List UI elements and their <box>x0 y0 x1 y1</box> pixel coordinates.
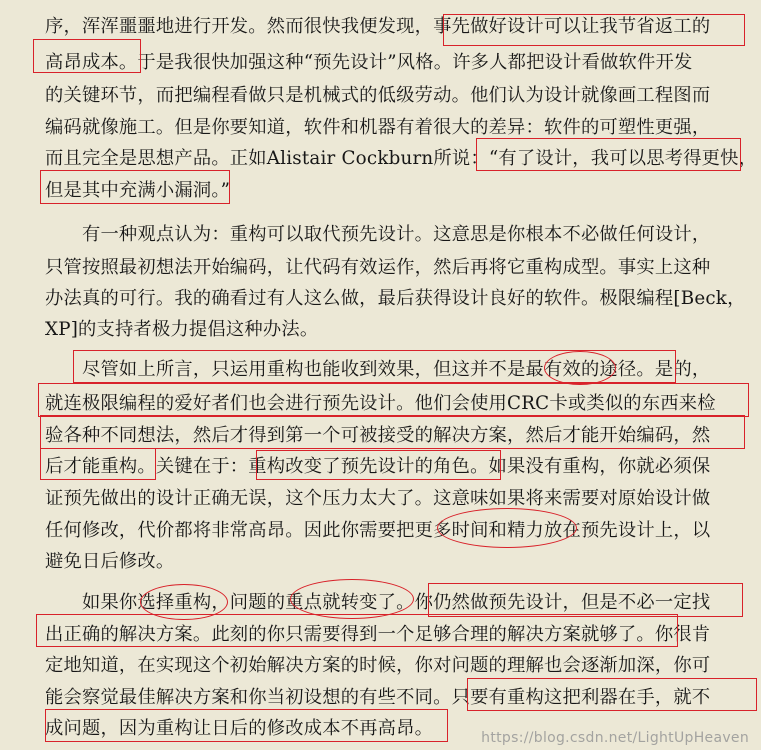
text-line: 办法真的可行。我的确看过有人这么做，最后获得设计良好的软件。极限编程[Beck， <box>45 288 746 309</box>
text-line: 验各种不同想法，然后才得到第一个可被接受的解决方案，然后才能开始编码，然 <box>45 425 711 446</box>
text-line: 如果你选择重构，问题的重点就转变了。你仍然做预先设计，但是不必一定找 <box>45 592 711 613</box>
text-line: 避免日后修改。 <box>45 551 175 572</box>
text-line: 高昂成本。于是我很快加强这种“预先设计”风格。许多人都把设计看做软件开发 <box>45 52 693 73</box>
text-line: 编码就像施工。但是你要知道，软件和机器有着很大的差异：软件的可塑性更强， <box>45 117 711 138</box>
text-line: 证预先做出的设计正确无误，这个压力太大了。这意味如果将来需要对原始设计做 <box>45 488 711 509</box>
watermark: https://blog.csdn.net/LightUpHeaven <box>481 730 749 746</box>
text-line: XP]的支持者极力提倡这种办法。 <box>45 319 319 340</box>
text-line: 的关键环节，而把编程看做只是机械式的低级劳动。他们认为设计就像画工程图而 <box>45 85 711 106</box>
text-line: 能会察觉最佳解决方案和你当初设想的有些不同。只要有重构这把利器在手，就不 <box>45 687 711 708</box>
text-line: 有一种观点认为：重构可以取代预先设计。这意思是你根本不必做任何设计， <box>45 224 711 245</box>
text-line: 定地知道，在实现这个初始解决方案的时候，你对问题的理解也会逐渐加深，你可 <box>45 655 711 676</box>
text-line: 只管按照最初想法开始编码，让代码有效运作，然后再将它重构成型。事实上这种 <box>45 257 711 278</box>
text-line: 成问题，因为重构让日后的修改成本不再高昂。 <box>45 718 434 739</box>
text-line: 但是其中充满小漏洞。” <box>45 180 231 201</box>
text-line: 就连极限编程的爱好者们也会进行预先设计。他们会使用CRC卡或类似的东西来检 <box>45 393 716 414</box>
text-line: 任何修改，代价都将非常高昂。因此你需要把更多时间和精力放在预先设计上，以 <box>45 520 711 541</box>
text-line: 而且完全是思想产品。正如Alistair Cockburn所说：“有了设计，我可以思考得更快， <box>45 148 758 169</box>
text-line: 尽管如上所言，只运用重构也能收到效果，但这并不是最有效的途径。是的， <box>45 359 711 380</box>
text-line: 序，浑浑噩噩地进行开发。然而很快我便发现，事先做好设计可以让我节省返工的 <box>45 16 711 37</box>
text-line: 后才能重构。关键在于：重构改变了预先设计的角色。如果没有重构，你就必须保 <box>45 456 711 477</box>
text-line: 出正确的解决方案。此刻的你只需要得到一个足够合理的解决方案就够了。你很肯 <box>45 624 711 645</box>
